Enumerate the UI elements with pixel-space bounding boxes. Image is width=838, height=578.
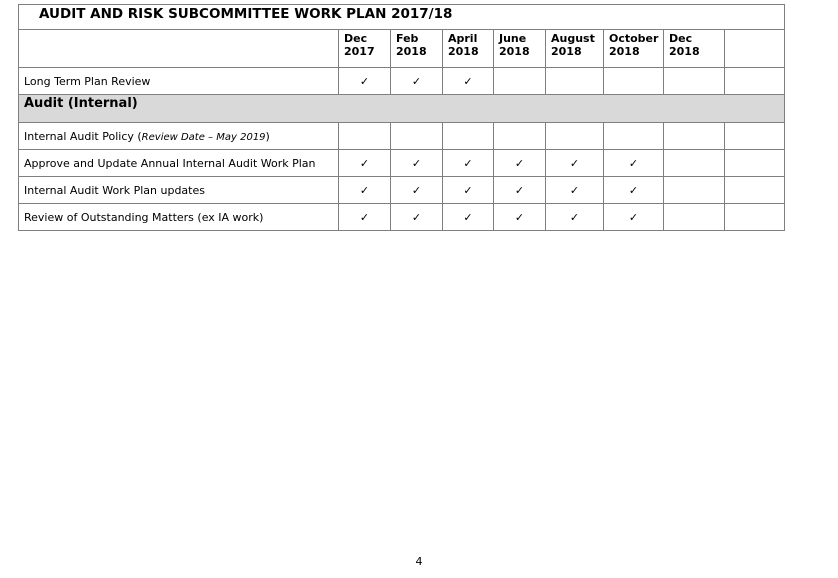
tick-cell-checked bbox=[604, 204, 664, 231]
tick-cell-empty bbox=[725, 150, 785, 177]
column-year: 2018 bbox=[551, 45, 582, 58]
column-year: 2018 bbox=[669, 45, 700, 58]
tick-cell-empty bbox=[664, 204, 725, 231]
row-label-text: Long Term Plan Review bbox=[24, 74, 151, 88]
tick-cell-checked bbox=[339, 150, 391, 177]
tick-cell-empty bbox=[546, 123, 604, 150]
checkmark-icon: ✓ bbox=[463, 74, 473, 88]
header-row bbox=[19, 30, 785, 68]
checkmark-icon: ✓ bbox=[463, 210, 473, 224]
checkmark-icon: ✓ bbox=[411, 183, 422, 197]
column-header bbox=[391, 30, 443, 68]
tick-cell-empty bbox=[391, 123, 443, 150]
checkmark-icon: ✓ bbox=[359, 156, 370, 170]
column-month: June bbox=[499, 32, 527, 45]
column-year: 2018 bbox=[499, 45, 530, 58]
checkmark-icon: ✓ bbox=[514, 210, 525, 224]
tick-cell-checked bbox=[546, 204, 604, 231]
checkmark-icon: ✓ bbox=[569, 183, 580, 197]
section-header-row bbox=[19, 95, 785, 123]
tick-cell-checked bbox=[604, 150, 664, 177]
checkmark-icon: ✓ bbox=[411, 156, 422, 170]
header-blank-cell bbox=[19, 30, 339, 68]
tick-cell-empty bbox=[604, 123, 664, 150]
work-plan-table bbox=[18, 4, 785, 231]
column-month: Dec bbox=[669, 32, 693, 45]
column-year: 2018 bbox=[448, 45, 479, 58]
tick-cell-empty bbox=[546, 68, 604, 95]
row-label-text: Internal Audit Policy ( bbox=[24, 129, 142, 143]
checkmark-icon: ✓ bbox=[411, 74, 422, 88]
tick-cell-checked bbox=[494, 150, 546, 177]
tick-cell-empty bbox=[664, 123, 725, 150]
tick-cell-empty bbox=[664, 68, 725, 95]
column-year: 2018 bbox=[609, 45, 640, 58]
row-label bbox=[19, 150, 339, 177]
table-row bbox=[19, 123, 785, 150]
tick-cell-checked bbox=[391, 150, 443, 177]
row-label-text: Review of Outstanding Matters (ex IA work) bbox=[24, 210, 264, 224]
checkmark-icon: ✓ bbox=[569, 210, 580, 224]
checkmark-icon: ✓ bbox=[463, 183, 473, 197]
checkmark-icon: ✓ bbox=[628, 210, 639, 224]
column-year: 2017 bbox=[344, 45, 375, 58]
tick-cell-checked bbox=[443, 204, 494, 231]
tick-cell-empty bbox=[664, 177, 725, 204]
checkmark-icon: ✓ bbox=[411, 210, 422, 224]
row-label bbox=[19, 123, 339, 150]
row-label bbox=[19, 68, 339, 95]
tick-cell-checked bbox=[443, 177, 494, 204]
table-row bbox=[19, 150, 785, 177]
tick-cell-checked bbox=[339, 68, 391, 95]
column-header bbox=[604, 30, 664, 68]
tick-cell-checked bbox=[391, 68, 443, 95]
column-header bbox=[494, 30, 546, 68]
column-month: Feb bbox=[396, 32, 419, 45]
tick-cell-checked bbox=[339, 204, 391, 231]
table-row bbox=[19, 177, 785, 204]
column-month: October bbox=[609, 32, 659, 45]
column-month: Dec bbox=[344, 32, 368, 45]
column-header bbox=[443, 30, 494, 68]
page-number: 4 bbox=[415, 555, 423, 568]
checkmark-icon: ✓ bbox=[359, 74, 370, 88]
tick-cell-empty bbox=[664, 150, 725, 177]
column-header bbox=[664, 30, 725, 68]
column-header bbox=[339, 30, 391, 68]
tick-cell-empty bbox=[725, 68, 785, 95]
tick-cell-empty bbox=[339, 123, 391, 150]
column-header bbox=[546, 30, 604, 68]
tick-cell-checked bbox=[546, 150, 604, 177]
checkmark-icon: ✓ bbox=[359, 183, 370, 197]
tick-cell-empty bbox=[725, 177, 785, 204]
checkmark-icon: ✓ bbox=[514, 156, 525, 170]
work-plan-title: AUDIT AND RISK SUBCOMMITTEE WORK PLAN 2017/18 bbox=[19, 5, 785, 30]
checkmark-icon: ✓ bbox=[463, 156, 473, 170]
tick-cell-empty bbox=[725, 204, 785, 231]
column-year: 2018 bbox=[396, 45, 427, 58]
row-label-note-close: ) bbox=[265, 129, 270, 143]
tick-cell-empty bbox=[494, 68, 546, 95]
column-header bbox=[725, 30, 785, 68]
row-label bbox=[19, 204, 339, 231]
tick-cell-checked bbox=[546, 177, 604, 204]
tick-cell-empty bbox=[494, 123, 546, 150]
tick-cell-checked bbox=[604, 177, 664, 204]
tick-cell-checked bbox=[391, 177, 443, 204]
row-label-text: Approve and Update Annual Internal Audit Work Plan bbox=[24, 156, 316, 170]
tick-cell-empty bbox=[604, 68, 664, 95]
checkmark-icon: ✓ bbox=[514, 183, 525, 197]
checkmark-icon: ✓ bbox=[359, 210, 370, 224]
column-month: August bbox=[551, 32, 595, 45]
tick-cell-checked bbox=[443, 68, 494, 95]
tick-cell-checked bbox=[494, 204, 546, 231]
section-title: Audit (Internal) bbox=[19, 95, 785, 123]
tick-cell-empty bbox=[443, 123, 494, 150]
checkmark-icon: ✓ bbox=[569, 156, 580, 170]
tick-cell-checked bbox=[391, 204, 443, 231]
tick-cell-empty bbox=[725, 123, 785, 150]
checkmark-icon: ✓ bbox=[628, 183, 639, 197]
tick-cell-checked bbox=[494, 177, 546, 204]
tick-cell-checked bbox=[339, 177, 391, 204]
tick-cell-checked bbox=[443, 150, 494, 177]
title-row bbox=[19, 5, 785, 30]
checkmark-icon: ✓ bbox=[628, 156, 639, 170]
row-label bbox=[19, 177, 339, 204]
row-label-text: Internal Audit Work Plan updates bbox=[24, 183, 205, 197]
table-row bbox=[19, 204, 785, 231]
row-label-note: Review Date – May 2019 bbox=[141, 131, 266, 143]
column-month: April bbox=[448, 32, 478, 45]
table-row bbox=[19, 68, 785, 95]
